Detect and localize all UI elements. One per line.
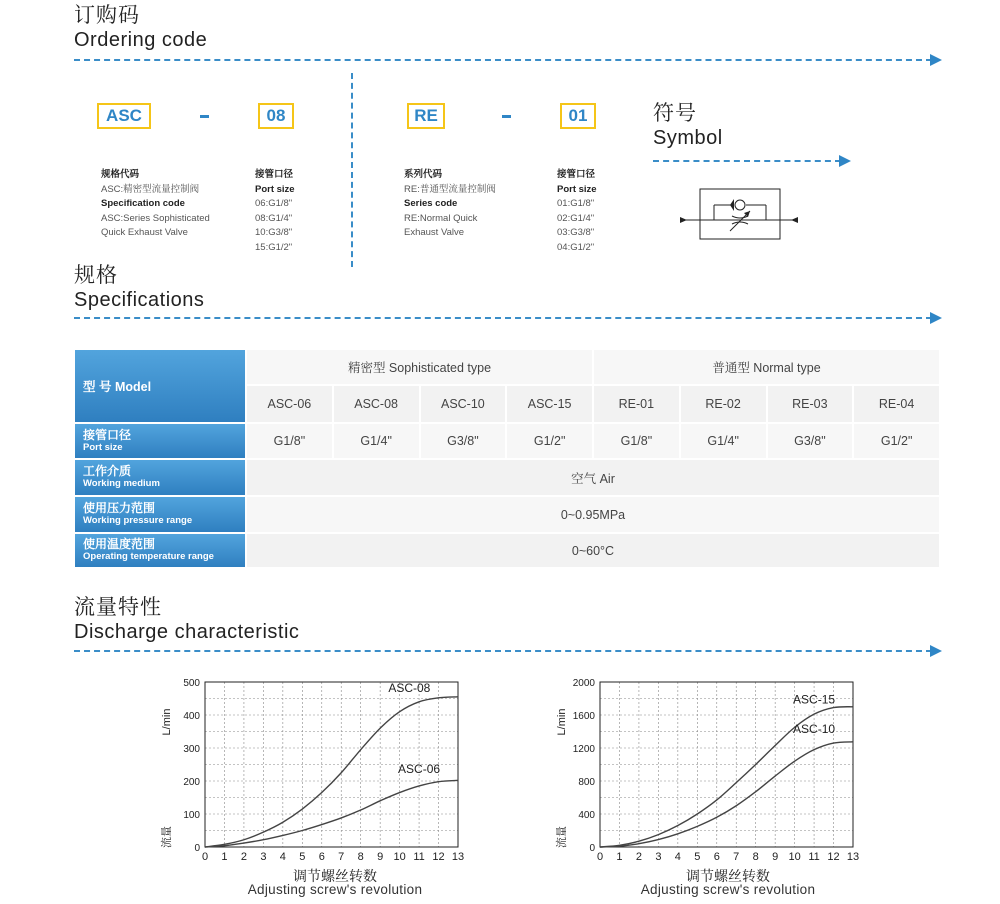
asc-port-description (255, 168, 295, 255)
re-port-desc-en-title: Port size (557, 183, 597, 195)
x-tick-label: 5 (694, 851, 701, 863)
model-cell: RE-02 (681, 386, 768, 424)
model-cell: ASC-08 (334, 386, 421, 424)
discharge-chart-1-svg (150, 670, 470, 870)
series-line-asc-10 (600, 742, 853, 847)
re-port-option: 03:G3/8" (557, 227, 595, 238)
x-tick-label: 12 (432, 851, 445, 863)
x-tick-label: 0 (201, 851, 209, 863)
temperature-range-header (75, 534, 247, 569)
chart2-xlabel-cn: 调节螺丝转数 (686, 868, 770, 884)
chart2-xlabel-en: Adjusting screw's revolution (640, 882, 816, 897)
y-tick-label: 400 (578, 810, 595, 821)
x-tick-label: 8 (357, 851, 364, 863)
symbol-divider (653, 160, 841, 162)
pressure-range-header (75, 497, 247, 534)
chart1-xlabel-cn: 调节螺丝转数 (293, 868, 377, 884)
re-model-desc-en-line2: Exhaust Valve (404, 227, 465, 238)
x-tick-label: 13 (846, 851, 860, 863)
re-model-description (404, 168, 496, 241)
re-model-desc-cn-title: 系列代码 (404, 169, 443, 180)
x-tick-label: 1 (616, 851, 623, 863)
x-tick-label: 10 (788, 851, 801, 863)
series-label: ASC-08 (388, 680, 431, 695)
x-tick-label: 7 (338, 851, 345, 863)
spec-arrow-icon (930, 312, 942, 324)
ordering-title-en: Ordering code (74, 29, 208, 51)
port-size-cell: G1/4" (334, 424, 421, 460)
y-tick-label: 500 (183, 678, 200, 689)
y-tick-label: 300 (183, 744, 200, 755)
discharge-chart-1 (150, 670, 470, 875)
port-size-cell: G1/2" (854, 424, 941, 460)
x-tick-label: 6 (318, 851, 325, 863)
y-tick-label: 0 (589, 843, 595, 854)
row-header-cn: 接管口径 (83, 427, 132, 442)
model-code-box-re: RE (407, 103, 445, 129)
chart1-xlabel-en: Adjusting screw's revolution (247, 882, 423, 897)
pressure-range-value: 0~0.95MPa (247, 497, 941, 534)
asc-port-desc-cn-title: 接管口径 (255, 169, 294, 180)
asc-model-desc-en-title: Specification code (101, 198, 185, 209)
port-size-cell: G1/8" (594, 424, 681, 460)
x-tick-label: 3 (655, 851, 662, 863)
x-tick-label: 12 (827, 851, 840, 863)
x-tick-label: 4 (674, 851, 681, 863)
row-header-en: Operating temperature range (83, 551, 214, 562)
port-code-box-re: 01 (560, 103, 596, 129)
port-size-cell: G3/8" (421, 424, 508, 460)
row-header-cn: 工作介质 (83, 464, 132, 478)
ordering-section-title (74, 4, 207, 52)
x-tick-label: 0 (596, 851, 604, 863)
series-line-asc-06 (205, 780, 458, 847)
x-tick-label: 2 (240, 851, 247, 863)
x-tick-label: 5 (299, 851, 306, 863)
symbol-arrow-icon (839, 155, 851, 167)
port-size-cell: G1/4" (681, 424, 768, 460)
discharge-section-title (74, 596, 299, 644)
re-model-desc-cn-line: RE:普通型流量控制阀 (404, 183, 496, 195)
spec-divider (74, 317, 932, 319)
spec-section-title (74, 264, 204, 312)
table-row (75, 460, 941, 497)
re-port-option: 01:G1/8" (557, 198, 595, 209)
asc-model-desc-cn-title: 规格代码 (101, 169, 140, 180)
table-row (75, 534, 941, 569)
port-size-cell: G1/2" (507, 424, 594, 460)
re-port-option: 04:G1/2" (557, 241, 595, 253)
ordering-title-cn: 订购码 (74, 4, 140, 27)
x-tick-label: 9 (772, 851, 779, 863)
asc-port-option: 06:G1/8" (255, 198, 293, 209)
discharge-title-cn: 流量特性 (74, 596, 162, 619)
model-code-box-asc: ASC (97, 103, 151, 129)
row-header-cn: 使用压力范围 (83, 501, 156, 515)
row-header-en: Working medium (83, 478, 160, 489)
row-header-cn: 使用温度范围 (83, 537, 156, 551)
y-tick-label: 800 (578, 777, 595, 788)
y-tick-label: 0 (194, 843, 200, 854)
y-tick-label: 100 (183, 810, 200, 821)
flow-control-valve-symbol-icon (680, 185, 800, 240)
x-tick-label: 11 (413, 851, 425, 863)
row-header-en: Working pressure range (83, 515, 193, 526)
series-label: ASC-15 (793, 692, 836, 707)
re-port-desc-cn-title: 接管口径 (557, 169, 596, 180)
asc-model-desc-cn-line: ASC:精密型流量控制阀 (101, 183, 200, 195)
series-label: ASC-10 (793, 722, 836, 737)
x-tick-label: 6 (713, 851, 720, 863)
y-tick-label: 1600 (572, 711, 595, 722)
re-port-description (557, 168, 597, 255)
working-medium-value: 空气 Air (247, 460, 941, 497)
x-tick-label: 1 (221, 851, 228, 863)
model-cell: RE-04 (854, 386, 941, 424)
port-size-header (75, 424, 247, 460)
x-tick-label: 7 (733, 851, 740, 863)
y-tick-label: 2000 (572, 678, 595, 689)
x-tick-label: 11 (808, 851, 820, 863)
working-medium-header (75, 460, 247, 497)
port-size-cell: G1/8" (247, 424, 334, 460)
y-tick-label: 200 (183, 777, 200, 788)
discharge-title-en: Discharge characteristic (74, 621, 300, 643)
symbol-section-title (653, 102, 723, 150)
discharge-chart-2 (545, 670, 865, 875)
symbol-title-cn: 符号 (653, 102, 697, 125)
x-tick-label: 13 (451, 851, 465, 863)
asc-port-option: 08:G1/4" (255, 212, 293, 224)
ordering-vertical-divider (351, 73, 353, 267)
spec-title-cn: 规格 (74, 264, 118, 287)
x-tick-label: 8 (752, 851, 759, 863)
discharge-arrow-icon (930, 645, 942, 657)
port-code-box-asc: 08 (258, 103, 294, 129)
model-cell: RE-03 (768, 386, 855, 424)
table-row (75, 497, 941, 534)
x-tick-label: 9 (377, 851, 384, 863)
y-axis-cn-label: 流量 (160, 826, 173, 848)
x-tick-label: 3 (260, 851, 267, 863)
model-cell: RE-01 (594, 386, 681, 424)
y-tick-label: 1200 (572, 744, 595, 755)
re-model-desc-en-title: Series code (404, 198, 458, 209)
specifications-table (75, 350, 941, 569)
asc-port-option: 15:G1/2" (255, 241, 293, 253)
y-axis-unit-label: L/min (556, 708, 568, 736)
ordering-arrow-icon (930, 54, 942, 66)
table-row (75, 424, 941, 460)
asc-port-option: 10:G3/8" (255, 227, 293, 238)
model-cell: ASC-15 (507, 386, 594, 424)
y-axis-cn-label: 流量 (555, 826, 568, 848)
temperature-range-value: 0~60°C (247, 534, 941, 569)
model-cell: ASC-10 (421, 386, 508, 424)
sophisticated-type-header: 精密型 Sophisticated type (247, 350, 594, 386)
y-tick-label: 400 (183, 711, 200, 722)
spec-title-en: Specifications (74, 289, 205, 311)
asc-port-desc-en-title: Port size (255, 183, 295, 195)
ordering-divider (74, 59, 932, 61)
model-cell: ASC-06 (247, 386, 334, 424)
normal-type-header: 普通型 Normal type (594, 350, 941, 386)
x-tick-label: 4 (279, 851, 286, 863)
y-axis-unit-label: L/min (161, 708, 173, 736)
series-label: ASC-06 (398, 761, 441, 776)
code-separator (200, 115, 209, 118)
discharge-divider (74, 650, 932, 652)
discharge-chart-2-svg (545, 670, 865, 870)
x-tick-label: 10 (393, 851, 406, 863)
model-header-cell: 型 号 Model (75, 350, 247, 424)
symbol-title-en: Symbol (653, 127, 723, 149)
re-port-option: 02:G1/4" (557, 212, 595, 224)
asc-model-desc-en-line2: Quick Exhaust Valve (101, 227, 188, 238)
table-row (75, 350, 941, 386)
asc-model-desc-en-line1: ASC:Series Sophisticated (101, 212, 210, 224)
code-separator (502, 115, 511, 118)
asc-model-description (101, 168, 210, 241)
port-size-cell: G3/8" (768, 424, 855, 460)
x-tick-label: 2 (635, 851, 642, 863)
row-header-en: Port size (83, 441, 123, 453)
re-model-desc-en-line1: RE:Normal Quick (404, 212, 478, 224)
